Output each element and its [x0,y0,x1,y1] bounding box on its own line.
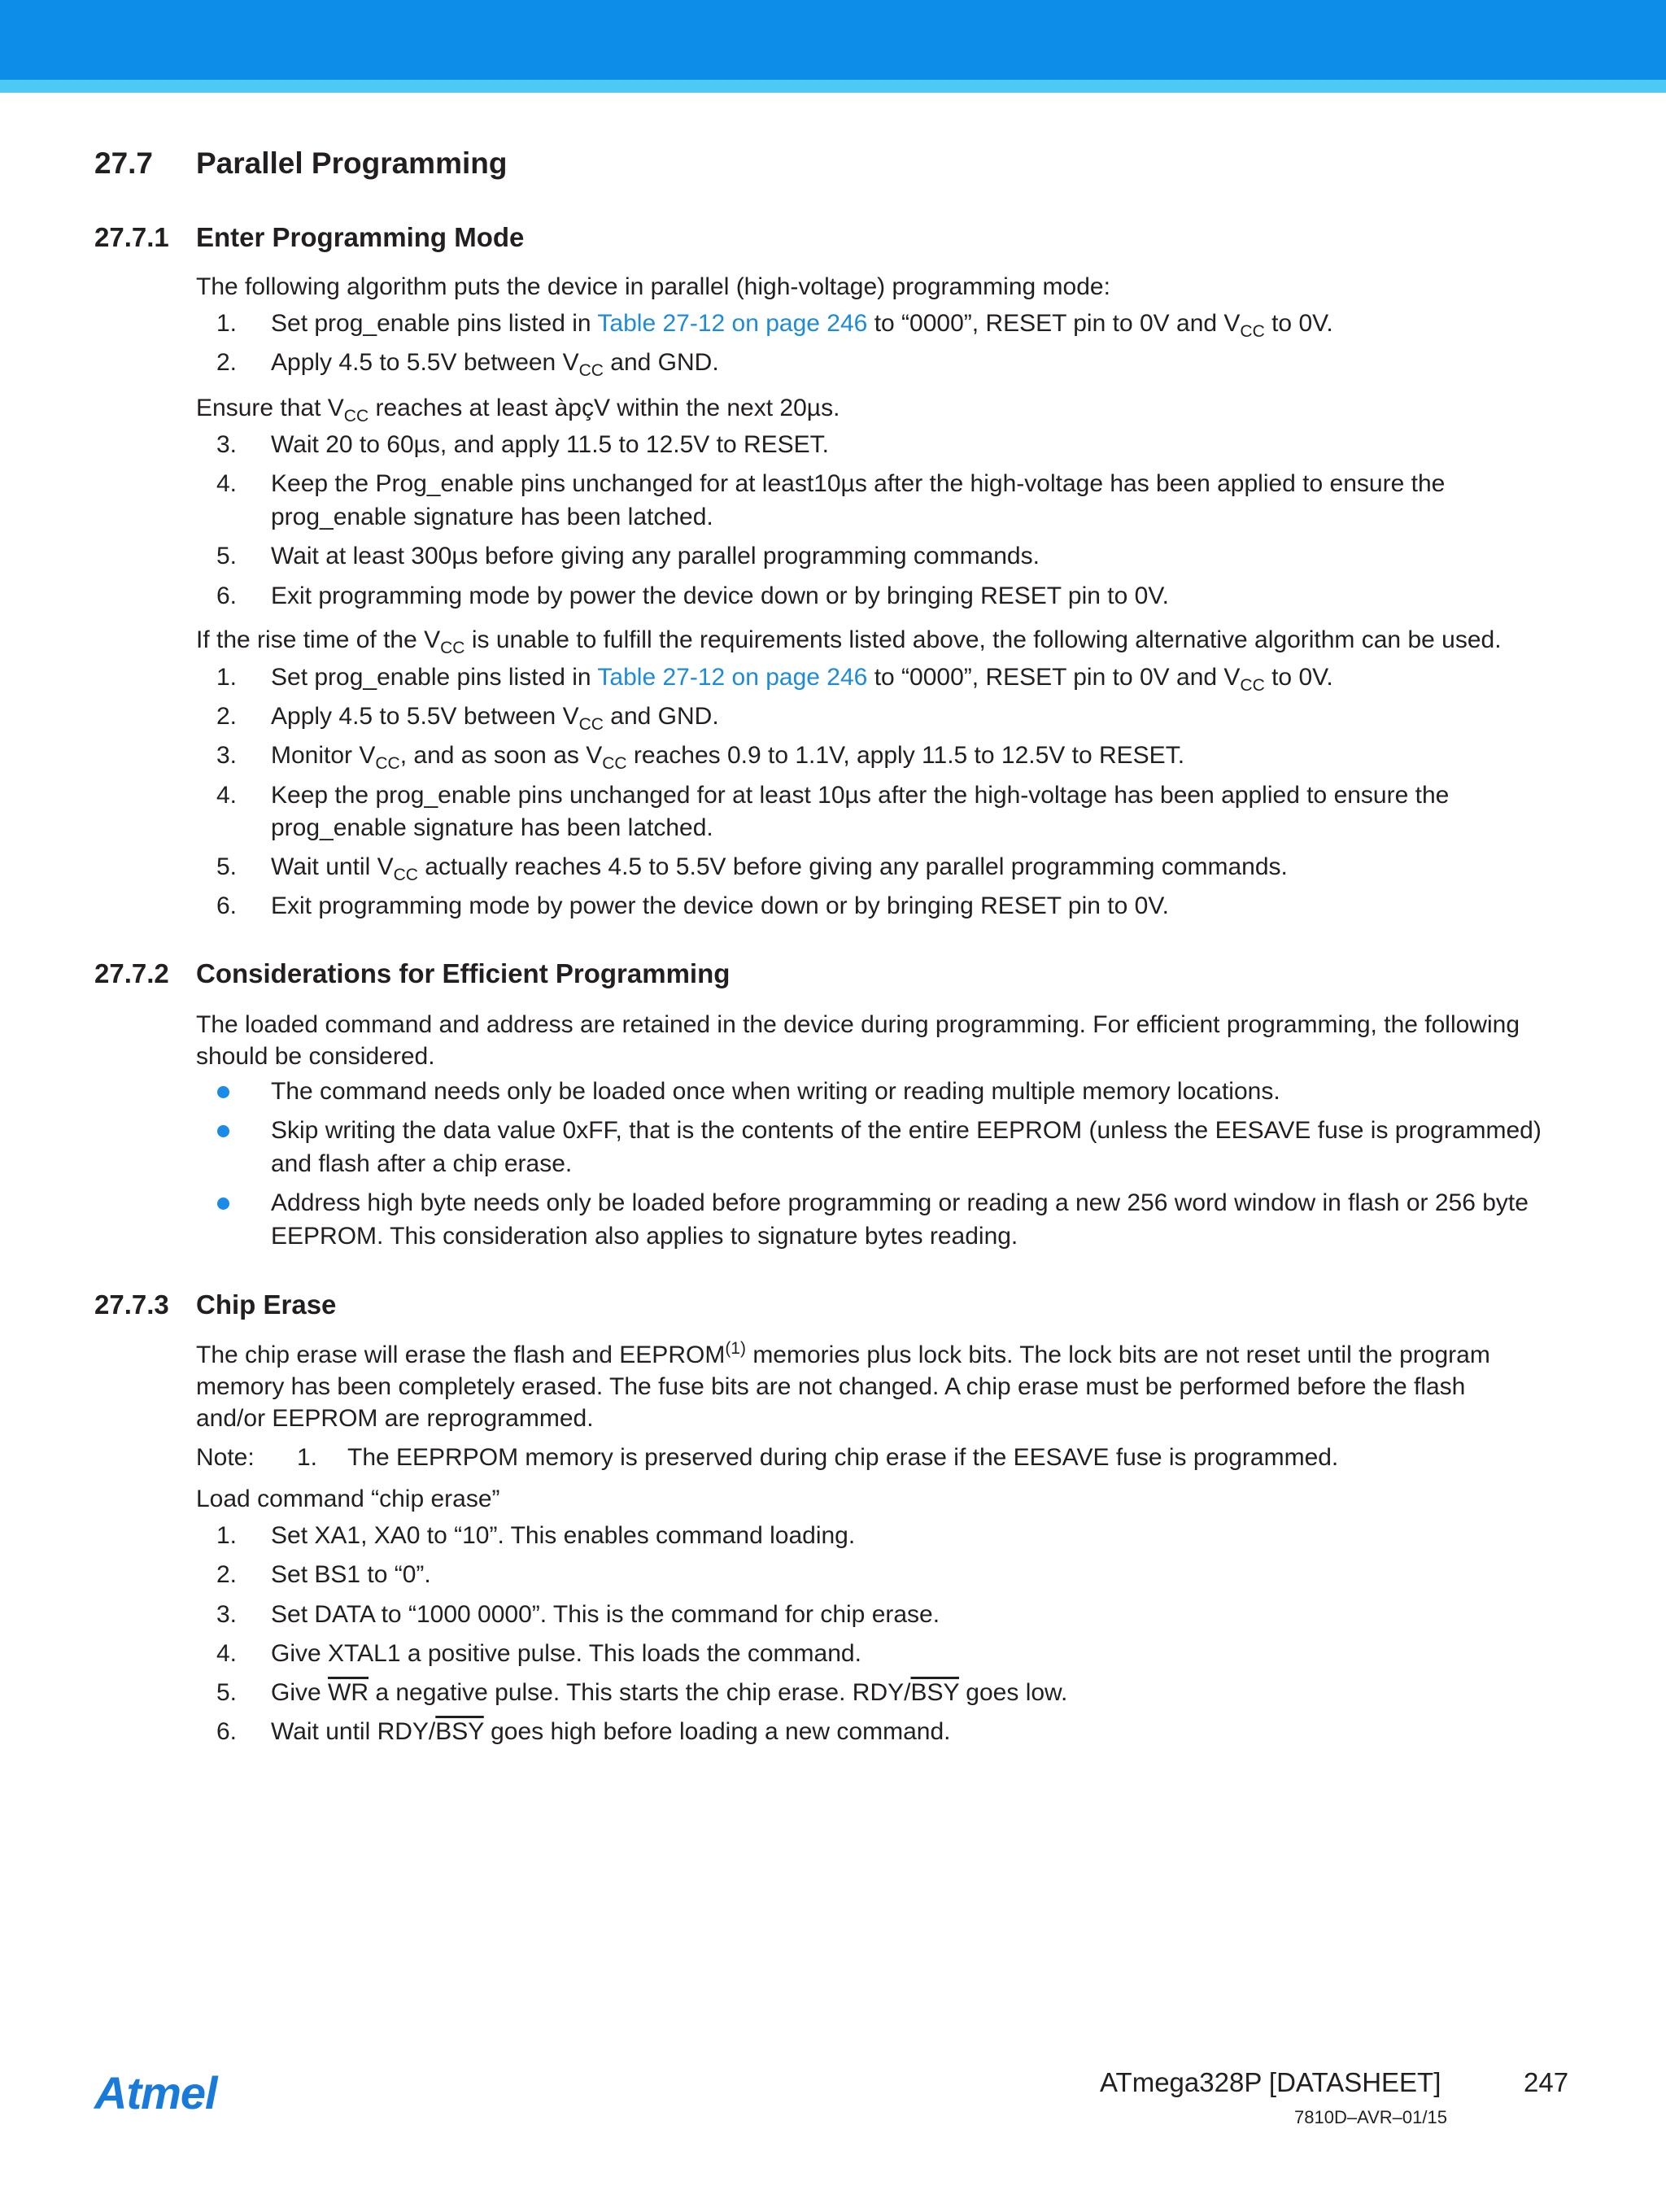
list-marker: 1. [216,664,238,691]
paragraph: If the rise time of the $V_{CC}$ is unable to fulfill the requirements listed above, the following alternative algorithm can be used. [196,626,1502,657]
list-item: Apply 4.5 to 5.5V between $V_{CC}$ and GND. [271,703,719,734]
list-marker: 2. [216,1561,238,1588]
table-link[interactable]: Table 27-12 on page 246 [597,664,868,691]
list-item: Give $\overline{WR}$ a negative pulse. This starts the chip erase. RDY/$\overline{BSY}$ goes low. [271,1679,1068,1706]
paragraph-continued: memory has been completely erased. The fuse bits are not changed. A chip erase must be performed before the flash [196,1373,1466,1400]
bullet-item-continued: and flash after a chip erase. [271,1150,573,1177]
list-marker: 2. [216,349,238,376]
note-text: The EEPRPOM memory is preserved during chip erase if the EESAVE fuse is programmed. [347,1444,1339,1471]
list-marker: 2. [216,703,238,730]
list-item: Set prog_enable pins listed in Table 27-12 on page 246 to “0000”, RESET pin to 0V and $V_{CC}$ to 0V. [271,664,1333,695]
list-marker: 5. [216,1679,238,1706]
paragraph-continued: should be considered. [196,1043,435,1070]
list-marker: 4. [216,470,238,497]
list-marker: 4. [216,782,238,809]
list-marker: 3. [216,1601,238,1628]
subsection-number: 27.7.3 [94,1289,169,1320]
list-item: Wait until RDY/$\overline{BSY}$ goes high before loading a new command. [271,1718,951,1745]
footer-doc-title: ATmega328P [DATASHEET] [1100,2067,1441,2097]
bullet-item-continued: EEPROM. This consideration also applies to signature bytes reading. [271,1223,1018,1250]
list-marker: 3. [216,742,238,769]
page-header-strip [0,80,1666,93]
list-item: Set BS1 to “0”. [271,1561,431,1588]
footer-doc-code: 7810D–AVR–01/15 [1294,2107,1447,2127]
subsection-title: Considerations for Efficient Programming [196,958,731,988]
section-title: Parallel Programming [196,146,508,180]
list-item-continued: prog_enable signature has been latched. [271,814,713,841]
list-marker: 1. [216,1522,238,1549]
paragraph-continued: and/or EEPROM are reprogrammed. [196,1405,594,1432]
page-header-bar [0,0,1666,80]
footnote-ref: (1) [725,1339,746,1358]
list-item: Set DATA to “1000 0000”. This is the command for chip erase. [271,1601,940,1628]
list-item: Wait at least 300µs before giving any parallel programming commands. [271,543,1040,569]
list-item: Keep the Prog_enable pins unchanged for at least10µs after the high-voltage has been applied to ensure the [271,470,1446,497]
list-marker: 6. [216,1718,238,1745]
list-marker: 3. [216,431,238,458]
section-number: 27.7 [94,146,154,180]
list-item: Wait 20 to 60µs, and apply 11.5 to 12.5V to RESET. [271,431,830,458]
wr-signal: $\overline{WR}$ [328,1679,369,1706]
list-marker: 5. [216,853,238,880]
list-item: Keep the prog_enable pins unchanged for at least 10µs after the high-voltage has been applied to ensure the [271,782,1450,809]
list-marker: 6. [216,892,238,919]
note-number: 1. [297,1444,318,1471]
bsy-signal: $\overline{BSY}$ [910,1679,959,1706]
list-marker: 6. [216,582,238,609]
table-link[interactable]: Table 27-12 on page 246 [597,310,868,337]
bullet-dot [217,1125,229,1137]
paragraph: The loaded command and address are retained in the device during programming. For efficient programming, the following [196,1011,1520,1038]
list-marker: 4. [216,1640,238,1667]
paragraph: Ensure that $V_{CC}$ reaches at least àpçV within the next 20µs. [196,395,840,425]
list-marker: 1. [216,310,238,337]
list-marker: 5. [216,543,238,569]
bullet-dot [217,1086,229,1098]
list-item: Wait until $V_{CC}$ actually reaches 4.5 to 5.5V before giving any parallel programming commands. [271,853,1288,884]
bullet-item: The command needs only be loaded once when writing or reading multiple memory locations. [271,1078,1280,1105]
list-item: Give XTAL1 a positive pulse. This loads the command. [271,1640,861,1667]
list-item: Exit programming mode by power the device down or by bringing RESET pin to 0V. [271,892,1169,919]
subsection-title: Chip Erase [196,1289,337,1320]
list-item: Set XA1, XA0 to “10”. This enables command loading. [271,1522,856,1549]
subsection-number: 27.7.1 [94,222,169,252]
list-item-continued: prog_enable signature has been latched. [271,504,713,530]
note-label: Note: [196,1444,255,1471]
bullet-item: Address high byte needs only be loaded before programming or reading a new 256 word window in flash or 256 byte [271,1189,1529,1216]
bullet-item: Skip writing the data value 0xFF, that is the contents of the entire EEPROM (unless the EESAVE fuse is programmed) [271,1117,1542,1144]
list-item: Monitor $V_{CC}$, and as soon as $V_{CC}$ reaches 0.9 to 1.1V, apply 11.5 to 12.5V to RESET. [271,742,1185,773]
atmel-logo: Atmel [94,2067,217,2118]
bullet-dot [217,1198,229,1210]
paragraph: The following algorithm puts the device in parallel (high-voltage) programming mode: [196,273,1110,300]
paragraph: Load command “chip erase” [196,1486,500,1512]
footer-page-number: 247 [1524,2067,1569,2097]
list-item: Apply 4.5 to 5.5V between $V_{CC}$ and GND. [271,349,719,380]
paragraph: The chip erase will erase the flash and EEPROM$^{(1)}$ memories plus lock bits. The lock bits are not reset until the program [196,1339,1490,1368]
list-item: Exit programming mode by power the device down or by bringing RESET pin to 0V. [271,582,1169,609]
list-item: Set prog_enable pins listed in Table 27-12 on page 246 to “0000”, RESET pin to 0V and $V_{CC}$ to 0V. [271,310,1333,341]
subsection-title: Enter Programming Mode [196,222,525,252]
subsection-number: 27.7.2 [94,958,169,988]
bsy-signal: $\overline{BSY}$ [435,1718,484,1745]
